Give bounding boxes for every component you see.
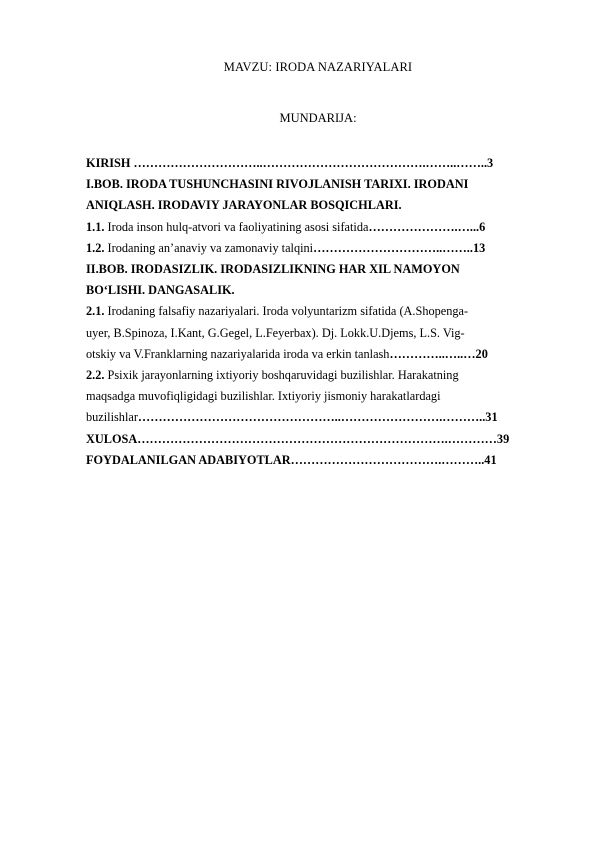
toc-entry-2-2-text-1: Psixik jarayonlarning ixtiyoriy boshqaruvidagi buzilishlar. Harakatning <box>104 368 459 383</box>
toc-entry-2-2-line-2: maqsadga muvofiqligidagi buzilishlar. Ixtiyoriy jismoniy harakatlardagi <box>86 389 441 404</box>
document-title: MAVZU: IRODA NAZARIYALARI <box>223 60 413 74</box>
toc-entry-1-2-text: Irodaning an’anaviy va zamonaviy talqini <box>104 240 314 255</box>
table-of-contents <box>86 153 546 471</box>
toc-entry-1-2 <box>86 238 546 259</box>
toc-entry-1-1-leader: ………………….…...6 <box>368 219 486 234</box>
toc-entry-2-1-text-3: otskiy va V.Franklarning nazariyalarida iroda va erkin tanlash <box>86 346 390 361</box>
toc-chapter-1-line-2: ANIQLASH. IRODAVIY JARAYONLAR BOSQICHLARI. <box>86 198 402 213</box>
toc-entry-1-1-number: 1.1. <box>86 219 105 234</box>
toc-entry-2-1-line-2: uyer, B.Spinoza, I.Kant, G.Gegel, L.Feyerbax). Dj. Lokk.U.Djems, L.S. Vig- <box>86 325 465 340</box>
toc-chapter-2-line-2: BO‘LISHI. DANGASALIK. <box>86 283 235 298</box>
toc-entry-2-1-line-1 <box>86 301 546 322</box>
toc-entry-2-1-leader: …………..…..…20 <box>389 346 488 361</box>
toc-entry-2-2-leader: …………………………………………..…………………….………..31 <box>137 410 498 425</box>
toc-heading: MUNDARIJA: <box>279 111 357 125</box>
toc-entry-2-2-number: 2.2. <box>86 368 105 383</box>
toc-entry-1-2-leader: …………………………..……..13 <box>313 240 486 255</box>
toc-chapter-1-line-1: I.BOB. IRODA TUSHUNCHASINI RIVOJLANISH TARIXI. IRODANI <box>86 177 469 192</box>
toc-entry-2-2-line-1 <box>86 365 546 386</box>
toc-entry-xulosa: XULOSA………………………………………………………………….…………39 <box>86 431 510 446</box>
toc-entry-1-2-number: 1.2. <box>86 240 105 255</box>
toc-chapter-2-line-1: II.BOB. IRODASIZLIK. IRODASIZLIKNING HAR XIL NAMOYON <box>86 262 460 277</box>
toc-entry-1-1 <box>86 217 546 238</box>
toc-entry-adabiyotlar: FOYDALANILGAN ADABIYOTLAR……………………………….………..41 <box>86 452 497 467</box>
toc-entry-2-1-text-1: Irodaning falsafiy nazariyalari. Iroda volyuntarizm sifatida (A.Shopenga- <box>104 304 469 319</box>
toc-entry-2-2-text-3: buzilishlar <box>86 410 138 425</box>
toc-entry-kirish: KIRISH …………………………..………………………………….……..……..3 <box>86 156 494 170</box>
toc-entry-2-2-line-3 <box>86 407 546 428</box>
toc-entry-2-1-number: 2.1. <box>86 304 105 319</box>
toc-entry-1-1-text: Iroda inson hulq-atvori va faoliyatining asosi sifatida <box>104 219 369 234</box>
toc-entry-2-1-line-3 <box>86 344 546 365</box>
